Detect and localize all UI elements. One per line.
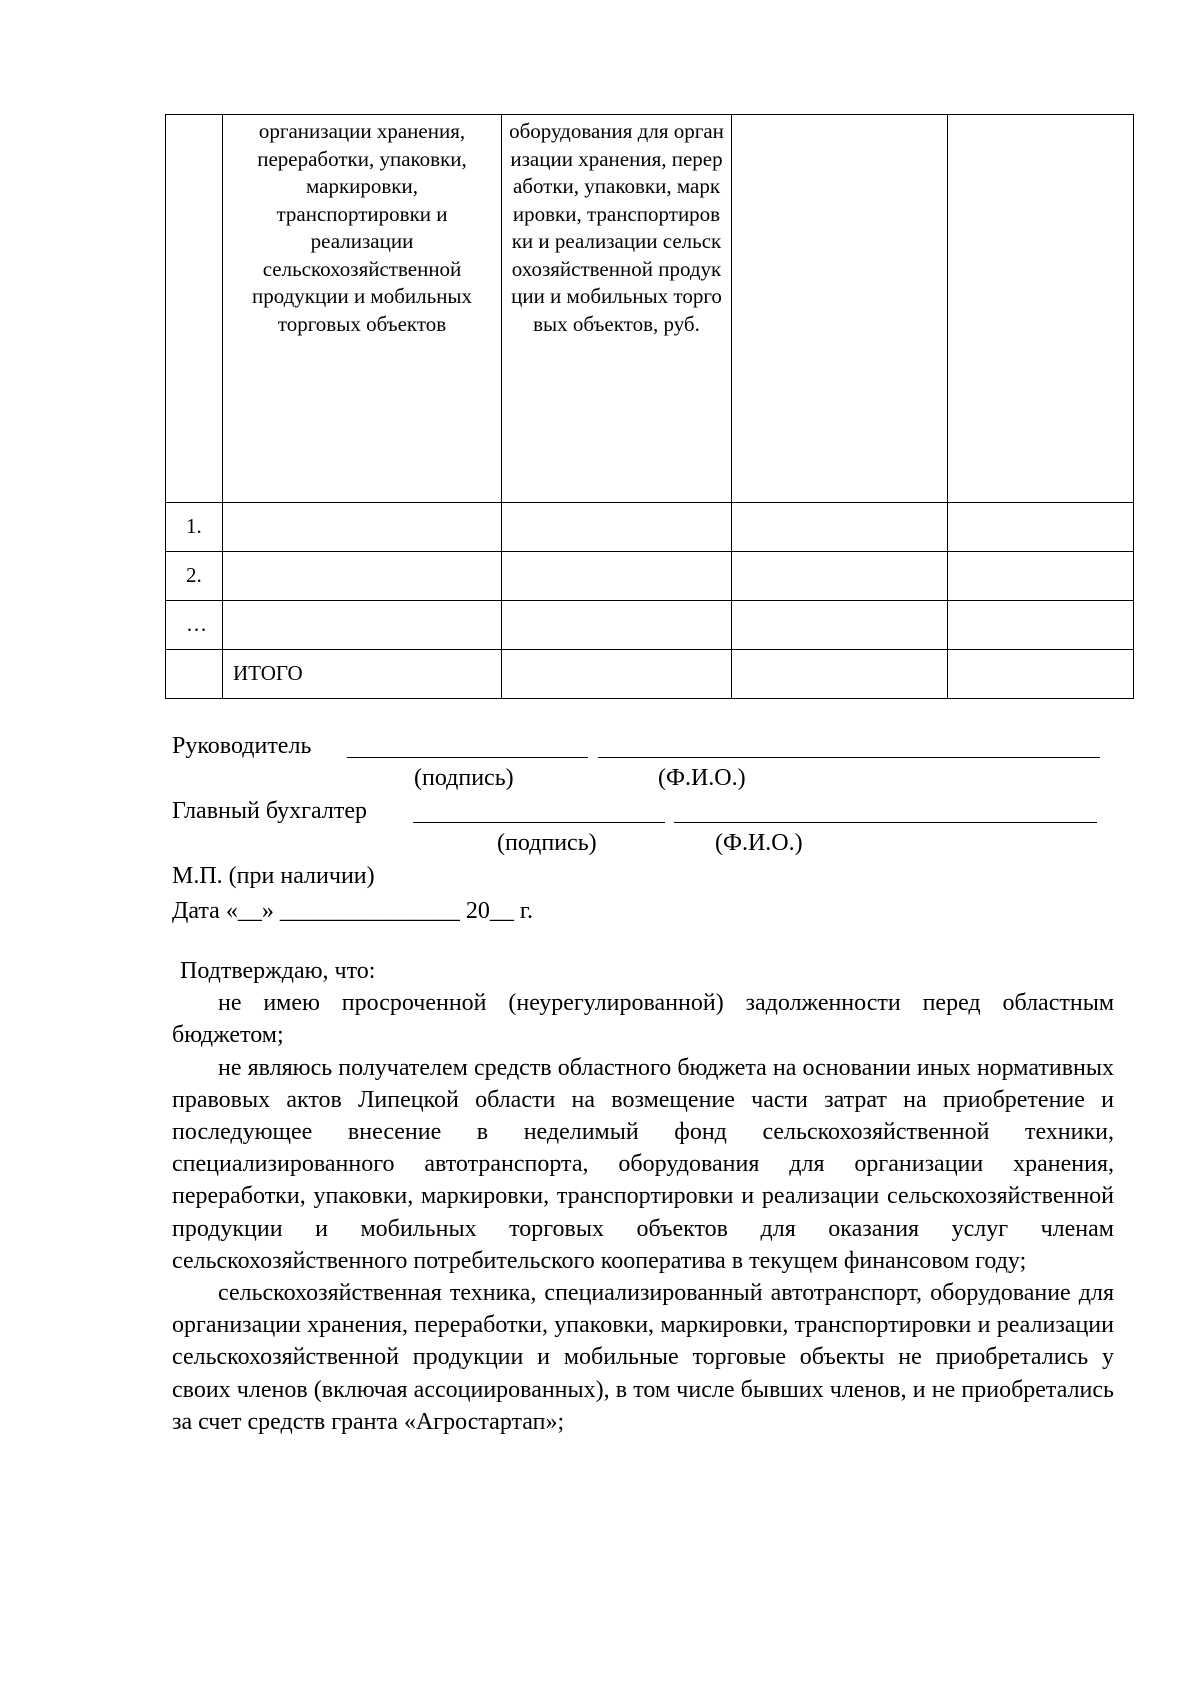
total-label: ИТОГО (223, 650, 502, 699)
row-cell (948, 650, 1134, 699)
header-equipment-text: оборудования для организации хранения, переработки, упаковки, маркировки, транспортировки и реализации сельскохозяйственной продукции и мобильных торговых объектов, руб. (509, 119, 724, 336)
row-cell (502, 601, 732, 650)
row-number: … (166, 601, 223, 650)
accountant-label: Главный бухгалтер (172, 798, 367, 824)
row-cell (948, 552, 1134, 601)
row-cell (732, 601, 948, 650)
header-cell-col4 (732, 115, 948, 503)
head-name-hint: (Ф.И.О.) (658, 765, 746, 791)
accountant-name-line (674, 822, 1097, 823)
table-row (166, 552, 1134, 601)
confirmation-paragraph: не являюсь получателем средств областного бюджета на основании иных нормативных правовых актов Липецкой области на возмещение части затрат на приобретение и последующее внесение в неделимый фонд сельскохозяйственной техники, специализированного автотранспорта, оборудования для организации хранения, переработки, упаковки, маркировки, транспортировки и реализации сельскохозяйственной продукции и мобильных торговых объектов для оказания услуг членам сельскохозяйственного потребительского кооператива в текущем финансовом году; (172, 1054, 1114, 1274)
confirmation-paragraph: сельскохозяйственная техника, специализированный автотранспорт, оборудование для организации хранения, переработки, упаковки, маркировки, транспортировки и реализации сельскохозяйственной продукции и мобильные торговые объекты не приобретались у своих членов (включая ассоциированных), в том числе бывших членов, и не приобретались за счет средств гранта «Агростартап»; (172, 1280, 1114, 1435)
row-number: 2. (166, 552, 223, 601)
header-cell-purpose (223, 115, 502, 503)
data-table (165, 114, 1134, 699)
row-cell (223, 552, 502, 601)
confirmation-lead: Подтверждаю, что: (180, 958, 376, 984)
header-cell-equipment-cost (502, 115, 732, 503)
table-header-row (166, 115, 1134, 503)
row-cell (948, 601, 1134, 650)
head-signature-hint: (подпись) (414, 765, 514, 791)
table-total-row (166, 650, 1134, 699)
accountant-signature-hint: (подпись) (497, 830, 597, 856)
accountant-signature-line (413, 822, 665, 823)
row-cell (948, 503, 1134, 552)
row-cell (502, 650, 732, 699)
row-cell (223, 601, 502, 650)
head-signature-line (347, 757, 588, 758)
row-cell (502, 552, 732, 601)
seal-line: М.П. (при наличии) (172, 863, 375, 889)
row-number: 1. (166, 503, 223, 552)
row-cell (223, 503, 502, 552)
header-purpose-text: организации хранения, переработки, упаковки, маркировки, транспортировки и реализации сельскохозяйственной продукции и мобильных торговых объектов (251, 119, 473, 336)
header-cell-num (166, 115, 223, 503)
accountant-name-hint: (Ф.И.О.) (715, 830, 803, 856)
row-cell (502, 503, 732, 552)
head-name-line (598, 757, 1100, 758)
confirmation-paragraph: не имею просроченной (неурегулированной) задолженности перед областным бюджетом; (172, 990, 1114, 1049)
confirmation-block (172, 955, 1114, 1438)
row-cell (732, 503, 948, 552)
table-row (166, 503, 1134, 552)
date-line: Дата «__» _______________ 20__ г. (172, 898, 533, 924)
row-cell (732, 650, 948, 699)
table-row (166, 601, 1134, 650)
head-label: Руководитель (172, 733, 312, 759)
row-number (166, 650, 223, 699)
row-cell (732, 552, 948, 601)
header-cell-col5 (948, 115, 1134, 503)
